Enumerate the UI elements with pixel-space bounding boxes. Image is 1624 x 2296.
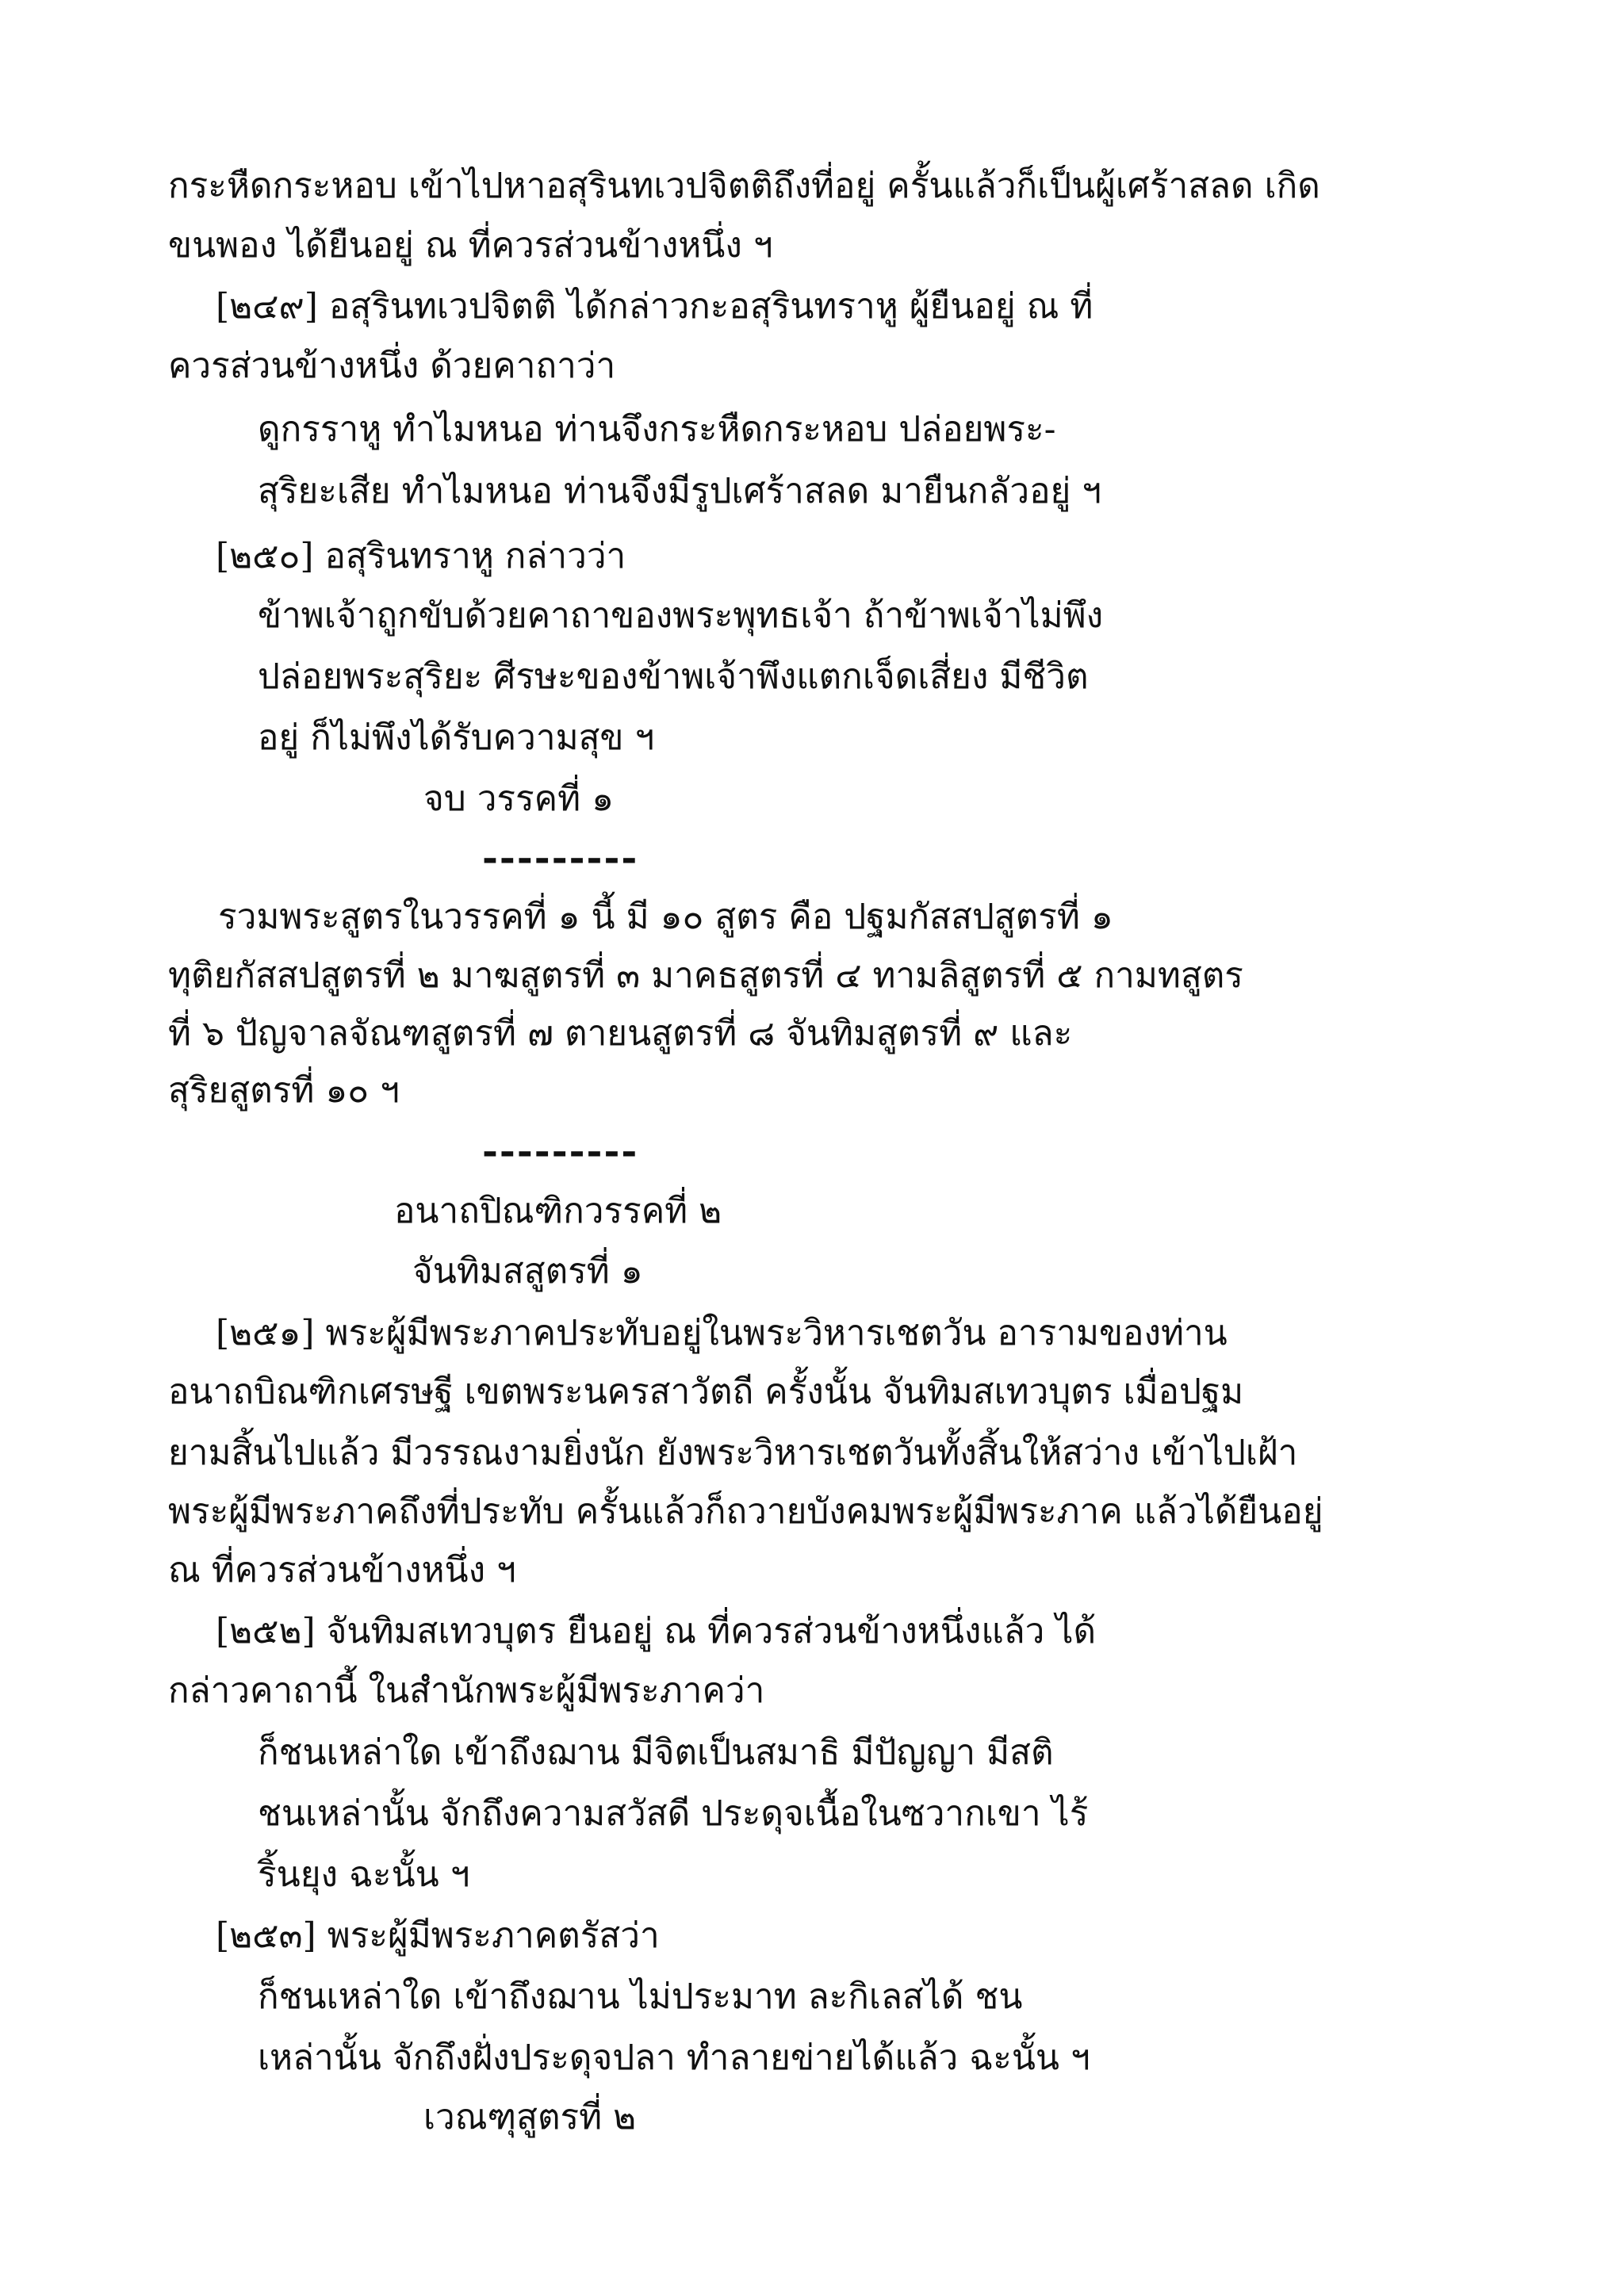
text-line: ยามสิ้นไปแล้ว มีวรรณงามยิ่งนัก ยังพระวิหารเชตวันทั้งสิ้นให้สว่าง เข้าไปเฝ้า — [168, 1433, 1298, 1473]
section-divider: --------- — [482, 836, 639, 880]
text-line: พระผู้มีพระภาคถึงที่ประทับ ครั้นแล้วก็ถวายบังคมพระผู้มีพระภาค แล้วได้ยืนอยู่ — [168, 1491, 1323, 1532]
verse-line: ริ้นยุง ฉะนั้น ฯ — [258, 1854, 470, 1895]
text-line: รวมพระสูตรในวรรคที่ ๑ นี้ มี ๑๐ สูตร คือ ปฐมกัสสปสูตรที่ ๑ — [218, 897, 1113, 937]
text-line: ทุติยกัสสปสูตรที่ ๒ มาฆสูตรที่ ๓ มาคธสูตรที่ ๔ ทามลิสูตรที่ ๕ กามทสูตร — [168, 955, 1243, 996]
verse-line: ดูกรราหู ทำไมหนอ ท่านจึงกระหืดกระหอบ ปล่อยพระ- — [258, 409, 1056, 450]
section-divider: --------- — [482, 1129, 639, 1173]
text-line: [๒๕๓] พระผู้มีพระภาคตรัสว่า — [216, 1915, 660, 1956]
sutta-heading: จันทิมสสูตรที่ ๑ — [412, 1251, 643, 1292]
text-line: [๒๔๙] อสุรินทเวปจิตติ ได้กล่าวกะอสุรินทราหู ผู้ยืนอยู่ ณ ที่ — [216, 286, 1094, 327]
verse-line: ปล่อยพระสุริยะ ศีรษะของข้าพเจ้าพึงแตกเจ็ดเสี่ยง มีชีวิต — [258, 656, 1089, 697]
verse-line: สุริยะเสีย ทำไมหนอ ท่านจึงมีรูปเศร้าสลด มายืนกลัวอยู่ ฯ — [258, 471, 1101, 511]
verse-line: ก็ชนเหล่าใด เข้าถึงฌาน ไม่ประมาท ละกิเลสได้ ชน — [258, 1976, 1023, 2017]
text-line: [๒๕๒] จันทิมสเทวบุตร ยืนอยู่ ณ ที่ควรส่วนข้างหนึ่งแล้ว ได้ — [216, 1611, 1097, 1651]
chapter-heading: อนาถปิณฑิกวรรคที่ ๒ — [394, 1191, 722, 1231]
verse-line: ข้าพเจ้าถูกขับด้วยคาถาของพระพุทธเจ้า ถ้าข้าพเจ้าไม่พึง — [258, 595, 1104, 636]
section-end: จบ วรรคที่ ๑ — [423, 779, 615, 819]
text-line: ควรส่วนข้างหนึ่ง ด้วยคาถาว่า — [168, 346, 616, 386]
text-line: ณ ที่ควรส่วนข้างหนึ่ง ฯ — [168, 1550, 516, 1590]
verse-line: เหล่านั้น จักถึงฝั่งประดุจปลา ทำลายข่ายได้แล้ว ฉะนั้น ฯ — [258, 2038, 1090, 2078]
text-line: สุริยสูตรที่ ๑๐ ฯ — [168, 1070, 400, 1111]
text-line: กล่าวคาถานี้ ในสำนักพระผู้มีพระภาคว่า — [168, 1670, 765, 1711]
sutta-heading: เวณฑุสูตรที่ ๒ — [423, 2097, 637, 2137]
verse-line: ก็ชนเหล่าใด เข้าถึงฌาน มีจิตเป็นสมาธิ มีปัญญา มีสติ — [258, 1732, 1054, 1773]
verse-line: อยู่ ก็ไม่พึงได้รับความสุข ฯ — [258, 718, 655, 758]
text-line: ที่ ๖ ปัญจาลจัณฑสูตรที่ ๗ ตายนสูตรที่ ๘ จันทิมสูตรที่ ๙ และ — [168, 1013, 1073, 1054]
text-line: [๒๕๐] อสุรินทราหู กล่าวว่า — [216, 536, 626, 576]
verse-line: ชนเหล่านั้น จักถึงความสวัสดี ประดุจเนื้อในซวากเขา ไร้ — [258, 1793, 1089, 1834]
text-line: อนาถบิณฑิกเศรษฐี เขตพระนครสาวัตถี ครั้งนั้น จันทิมสเทวบุตร เมื่อปฐม — [168, 1372, 1244, 1412]
text-line: กระหืดกระหอบ เข้าไปหาอสุรินทเวปจิตติถึงที่อยู่ ครั้นแล้วก็เป็นผู้เศร้าสลด เกิด — [168, 166, 1320, 206]
text-line: ขนพอง ได้ยืนอยู่ ณ ที่ควรส่วนข้างหนึ่ง ฯ — [168, 225, 773, 266]
text-line: [๒๕๑] พระผู้มีพระภาคประทับอยู่ในพระวิหารเชตวัน อารามของท่าน — [216, 1313, 1228, 1353]
